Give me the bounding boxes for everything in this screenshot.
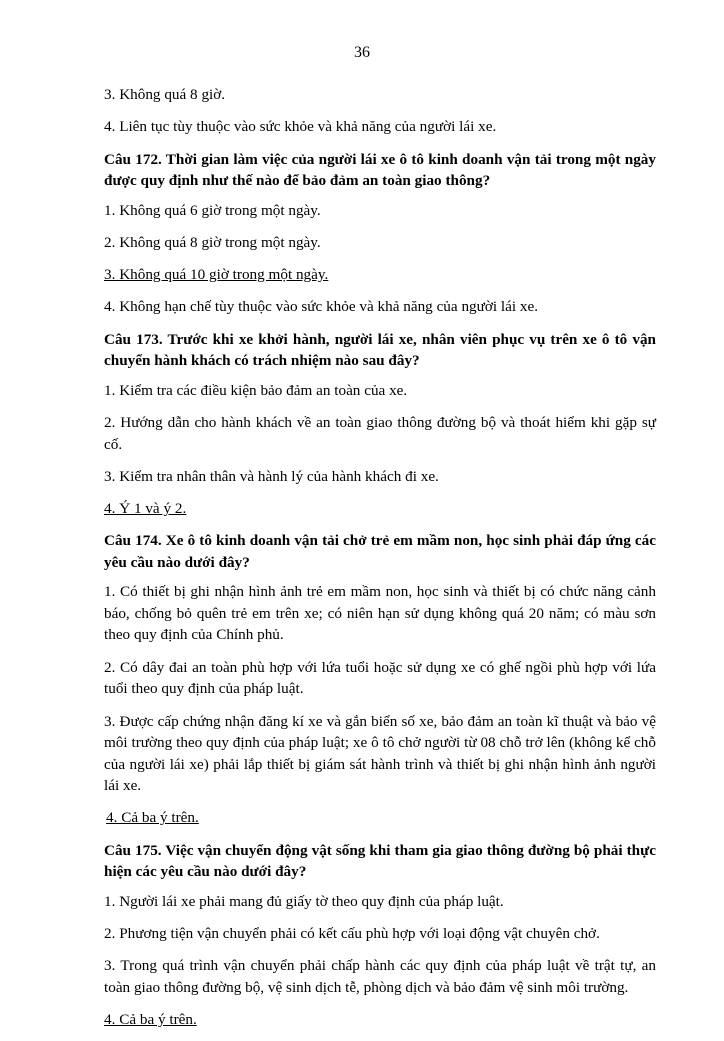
option-172-2: 2. Không quá 8 giờ trong một ngày. xyxy=(104,233,321,251)
option-173-1: 1. Kiểm tra các điều kiện bảo đảm an toàn của xe. xyxy=(104,381,408,399)
option-175-4: 4. Cả ba ý trên. xyxy=(104,1011,197,1029)
option-174-3: 3. Được cấp chứng nhận đăng kí xe và gắn biển số xe, bảo đảm an toàn kĩ thuật và bảo vệ môi trường theo quy định của pháp luật; xe ô tô chở người từ 08 chỗ trở lên (không kể chỗ của người lái xe) phải lắp thiết bị giám sát hành trình và thiết bị ghi nhận hình ảnh người lái xe. xyxy=(104,712,656,795)
option-175-1: 1. Người lái xe phải mang đủ giấy tờ theo quy định của pháp luật. xyxy=(104,892,504,910)
page-content xyxy=(104,84,656,1041)
option-175-3: 3. Trong quá trình vận chuyển phải chấp hành các quy định của pháp luật về trật tự, an toàn giao thông đường bộ, vệ sinh dịch tễ, phòng dịch và bảo đảm vệ sinh môi trường. xyxy=(104,957,656,996)
option-174-1: 1. Có thiết bị ghi nhận hình ảnh trẻ em mầm non, học sinh và thiết bị có chức năng cảnh báo, chống bỏ quên trẻ em trên xe; có niên hạn sử dụng không quá 20 năm; có màu sơn theo quy định của Chính phủ. xyxy=(104,583,656,644)
question-174: Câu 174. Xe ô tô kinh doanh vận tải chở trẻ em mầm non, học sinh phải đáp ứng các yêu cầu nào dưới đây? xyxy=(104,532,656,571)
option-173-2: 2. Hướng dẫn cho hành khách về an toàn giao thông đường bộ và thoát hiểm khi gặp sự cố. xyxy=(104,414,656,453)
question-175: Câu 175. Việc vận chuyển động vật sống khi tham gia giao thông đường bộ phải thực hiện các yêu cầu nào dưới đây? xyxy=(104,841,656,881)
question-173: Câu 173. Trước khi xe khởi hành, người lái xe, nhân viên phục vụ trên xe ô tô vận chuyển hành khách có trách nhiệm nào sau đây? xyxy=(104,330,656,370)
option-175-2: 2. Phương tiện vận chuyển phải có kết cấu phù hợp với loại động vật chuyên chở. xyxy=(104,924,600,942)
option-173-4: 4. Ý 1 và ý 2. xyxy=(104,500,187,518)
option-173-3: 3. Kiểm tra nhân thân và hành lý của hành khách đi xe. xyxy=(104,467,439,485)
option-172-3: 3. Không quá 10 giờ trong một ngày. xyxy=(104,266,329,284)
option-174-4: 4. Cả ba ý trên. xyxy=(106,809,199,827)
list-item: 3. Không quá 8 giờ. xyxy=(104,86,226,103)
answer-175 xyxy=(104,1009,656,1031)
answer-173 xyxy=(104,498,656,520)
option-174-2: 2. Có dây đai an toàn phù hợp với lứa tuổi hoặc sử dụng xe có ghế ngồi phù hợp với lứa tuổi theo quy định của pháp luật. xyxy=(104,658,656,698)
option-172-4: 4. Không hạn chế tùy thuộc vào sức khỏe và khả năng của người lái xe. xyxy=(104,298,539,316)
page-number: 36 xyxy=(354,44,370,61)
option-172-1: 1. Không quá 6 giờ trong một ngày. xyxy=(104,201,321,219)
list-item: 4. Liên tục tùy thuộc vào sức khỏe và khả năng của người lái xe. xyxy=(104,118,497,136)
answer-174 xyxy=(104,807,656,829)
answer-172 xyxy=(104,264,656,286)
question-172: Câu 172. Thời gian làm việc của người lái xe ô tô kinh doanh vận tải trong một ngày được quy định như thế nào để bảo đảm an toàn giao thông? xyxy=(104,150,656,190)
